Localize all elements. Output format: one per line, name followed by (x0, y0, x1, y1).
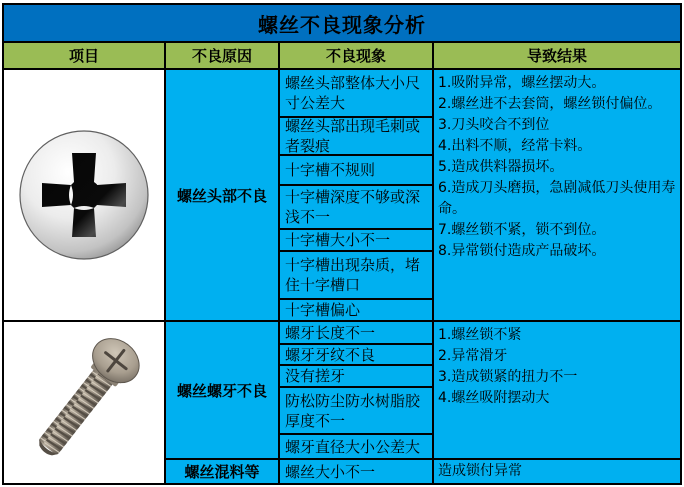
col-header-phenomenon: 不良现象 (280, 43, 432, 68)
phenomenon-text: 螺丝头部整体大小尺寸公差大 (285, 74, 421, 112)
result-item: 4.螺丝吸附摆动大 (438, 390, 550, 406)
result-item: 3.刀头咬合不到位 (438, 117, 550, 133)
phenomenon-cell (280, 345, 432, 364)
result-item: 7.螺丝锁不紧，锁不到位。 (438, 222, 606, 238)
phenomenon-text: 十字槽不规则 (285, 161, 376, 179)
result-item: 1.螺丝锁不紧 (438, 327, 522, 343)
result-item: 4.出料不顺，经常卡料。 (438, 138, 592, 154)
col-header-result: 导致结果 (434, 43, 680, 68)
result-item: 2.异常滑牙 (438, 348, 508, 364)
screw-head-top-view-icon (4, 70, 164, 320)
page-title: 螺丝不良现象分析 (4, 5, 680, 41)
phenomenon-text: 十字槽出现杂质，堵住十字槽口 (285, 256, 421, 294)
screw-head-image (4, 70, 164, 320)
phenomenon-cell (280, 230, 432, 250)
screw-side-image (4, 322, 164, 483)
phenomenon-text: 螺丝头部出现毛刺或者裂痕 (285, 118, 421, 154)
phenomenon-cell (280, 70, 432, 116)
phenomenon-text: 十字槽偏心 (285, 301, 361, 319)
cause-cell-mixed-screws: 螺丝混料等 (166, 460, 278, 483)
result-item: 6.造成刀头磨损，急剧减低刀头使用寿命。 (438, 180, 676, 217)
phenomenon-text: 螺牙牙纹不良 (285, 345, 376, 364)
phenomenon-cell (280, 300, 432, 320)
screw-side-view-icon (4, 322, 164, 483)
result-item: 8.异常锁付造成产品破坏。 (438, 243, 606, 259)
phenomenon-text: 没有搓牙 (285, 367, 346, 385)
phenomenon-text: 螺牙长度不一 (285, 323, 376, 342)
col-header-cause: 不良原因 (166, 43, 278, 68)
phenomenon-cell (280, 118, 432, 154)
result-item: 造成锁付异常 (438, 463, 522, 479)
phenomenon-cell (280, 186, 432, 228)
col-header-item: 项目 (4, 43, 164, 68)
phenomenon-cell (280, 322, 432, 343)
phenomenon-cell (280, 252, 432, 298)
phenomenon-cell (280, 156, 432, 184)
result-cell-screw-thread (434, 322, 680, 458)
phenomenon-cell (280, 366, 432, 386)
phenomenon-text: 十字槽深度不够或深浅不一 (285, 188, 421, 226)
phenomenon-cell (280, 388, 432, 433)
result-cell-screw-head (434, 70, 680, 320)
result-item: 5.造成供料器损坏。 (438, 159, 564, 175)
phenomenon-cell (280, 435, 432, 458)
result-item: 3.造成锁紧的扭力不一 (438, 369, 578, 385)
phenomenon-cell (280, 460, 432, 483)
cause-cell-screw-thread: 螺丝螺牙不良 (166, 322, 278, 458)
cause-cell-screw-head: 螺丝头部不良 (166, 70, 278, 320)
phenomenon-text: 十字槽大小不一 (285, 231, 391, 249)
result-cell-mixed-screws (434, 460, 680, 483)
defect-analysis-table (2, 3, 682, 485)
phenomenon-text: 防松防尘防水树脂胶厚度不一 (285, 391, 421, 430)
phenomenon-text: 螺丝大小不一 (285, 462, 376, 481)
result-item: 1.吸附异常，螺丝摆动大。 (438, 75, 606, 91)
phenomenon-text: 螺牙直径大小公差大 (285, 437, 421, 456)
result-item: 2.螺丝进不去套筒，螺丝锁付偏位。 (438, 96, 662, 112)
